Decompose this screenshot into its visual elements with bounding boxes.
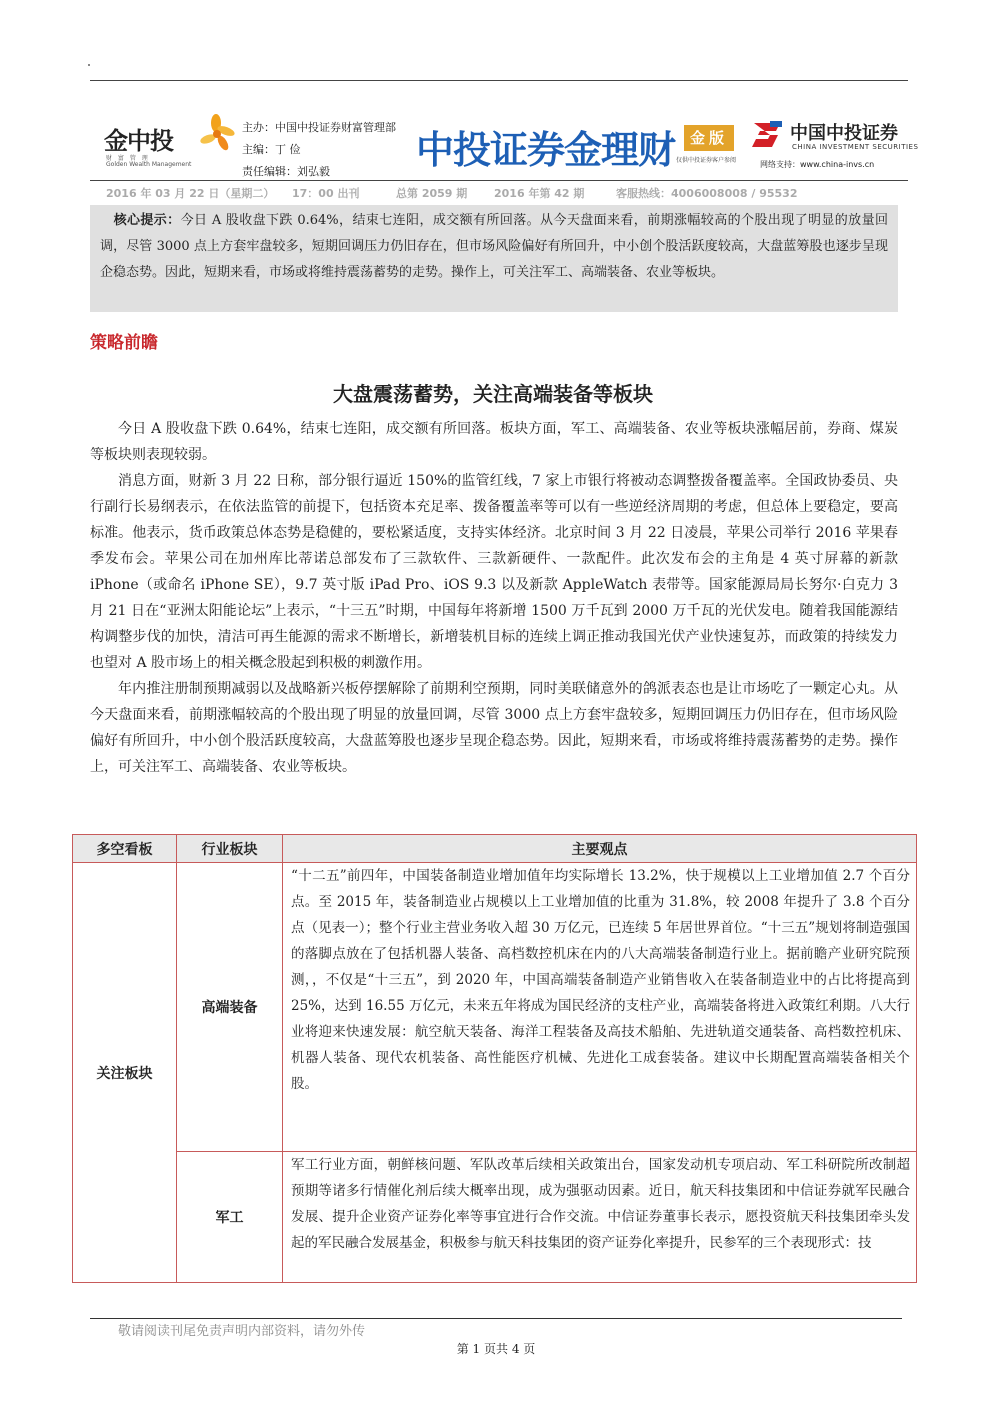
logo-subtitle-en: Golden Wealth Management — [106, 161, 192, 168]
scan-dot — [88, 64, 90, 66]
edition-subtitle: 仅供中投证券客户参阅 — [676, 157, 737, 164]
summary-label: 核心提示： — [113, 213, 181, 228]
article-body — [90, 416, 898, 780]
table-header-row — [73, 835, 917, 863]
logo-subtitle-cn: 财 富 管 理 — [106, 155, 150, 162]
responsible-editor-line: 责任编辑：刘弘毅 — [242, 165, 330, 178]
masthead — [90, 80, 919, 181]
section-label: 策略前瞻 — [90, 333, 158, 353]
issue-date: 2016 年 03 月 22 日（星期二） — [106, 187, 275, 200]
sponsor-line: 主办：中国中投证券财富管理部 — [242, 121, 396, 134]
article-paragraph-1: 今日 A 股收盘下跌 0.64%，结束七连阳，成交额有所回落。板块方面，军工、高端装备、农业等板块涨幅居前，券商、煤炭等板块则表现较弱。 — [90, 421, 898, 463]
company-name-en: CHINA INVESTMENT SECURITIES — [792, 143, 919, 151]
flower-icon — [196, 113, 236, 153]
group-label: 关注板块 — [73, 863, 177, 1283]
cis-logo-icon — [750, 119, 786, 149]
edition-badge: 金版 — [684, 125, 734, 151]
header-view: 主要观点 — [283, 835, 917, 863]
total-issue: 总第 2059 期 — [396, 187, 468, 200]
issue-info-bar — [90, 180, 908, 203]
company-name-cn: 中国中投证券 — [790, 123, 898, 144]
header-outlook: 多空看板 — [73, 835, 177, 863]
editor-line: 主编：丁 俭 — [242, 143, 301, 156]
footer-divider — [90, 1318, 902, 1319]
golden-wealth-logo — [104, 113, 234, 173]
summary-text: 今日 A 股收盘下跌 0.64%，结束七连阳，成交额有所回落。从今天盘面来看，前期涨幅较高的个股出现了明显的放量回调，尽管 3000 点上方套牢盘较多，短期回调压力仍旧存在，但市场风险偏好有所回升，中小创个股活跃度较高，大盘蓝筹股也逐步呈现企稳态势。因此，短期来看，市场或将维持震荡蓄势的走势。操作上，可关注军工、高端装备、农业等板块。 — [100, 213, 888, 280]
sector-view: 军工行业方面，朝鲜核问题、军队改革后续相关政策出台，国家发动机专项启动、军工科研院所改制超预期等诸多行情催化剂后续大概率出现，成为强驱动因素。近日，航天科技集团和中信证券就军民融合发展、提升企业资产证券化率等事宜进行合作交流。中信证券董事长表示，愿投资航天科技集团牵头发起的军民融合发展基金，积极参与航天科技集团的资产证券化率提升，民参军的三个表现形式：技 — [283, 1152, 917, 1283]
page-number: 第 1 页共 4 页 — [456, 1342, 536, 1356]
article-title: 大盘震荡蓄势，关注高端装备等板块 — [333, 382, 653, 406]
article-paragraph-2: 消息方面，财新 3 月 22 日称，部分银行逼近 150%的监管红线，7 家上市银行将被动态调整拨备覆盖率。全国政协委员、央行副行长易纲表示，在依法监管的前提下，包括资本充足率、拨备覆盖率等可以有一些逆经济周期的考虑，但总体上要稳定，要高标准。他表示，货币政策总体态势是稳健的，要松紧适度，支持实体经济。北京时间 3 月 22 日凌晨，苹果公司举行 2016 苹果春季发布会。苹果公司在加州库比蒂诺总部发布了三款软件、三款新硬件、一款配件。此次发布会的主角是 4 英寸屏幕的新款 iPhone（或命名 iPhone SE），9.7 英寸版 iPad Pro、iOS 9.3 以及新款 AppleWatch 表带等。国家能源局局长努尔·白克力 3 月 21 日在“亚洲太阳能论坛”上表示，“十三五”时期，中国每年将新增 1500 万千瓦到 2000 万千瓦的光伏发电。随着我国能源结构调整步伐的加快，清洁可再生能源的需求不断增长，新增装机目标的连续上调正推动我国光伏产业快速复苏，而政策的持续发力也望对 A 股市场上的相关概念股起到积极的刺激作用。 — [90, 473, 898, 671]
article-paragraph-3: 年内推注册制预期减弱以及战略新兴板停摆解除了前期利空预期，同时美联储意外的鸽派表态也是让市场吃了一颗定心丸。从今天盘面来看，前期涨幅较高的个股出现了明显的放量回调，尽管 3000 点上方套牢盘较多，短期回调压力仍旧存在，但市场风险偏好有所回升，中小创个股活跃度较高，大盘蓝筹股也逐步呈现企稳态势。因此，短期来看，市场或将维持震荡蓄势的走势。操作上，可关注军工、高端装备、农业等板块。 — [90, 681, 898, 775]
website-line: 网络支持：www.china-invs.cn — [760, 160, 875, 169]
hotline: 客服热线：4006008008 / 95532 — [616, 187, 798, 200]
issue-time: 17：00 出刊 — [292, 187, 360, 200]
footer-disclaimer: 敬请阅读刊尾免责声明内部资料，请勿外传 — [118, 1324, 366, 1339]
sector-name: 军工 — [177, 1152, 283, 1283]
core-summary — [90, 205, 898, 312]
table-row — [73, 863, 917, 1152]
publication-title: 中投证券金理财 — [416, 128, 676, 172]
sector-name: 高端装备 — [177, 863, 283, 1152]
year-issue: 2016 年第 42 期 — [494, 187, 585, 200]
header-sector: 行业板块 — [177, 835, 283, 863]
table-row — [73, 1152, 917, 1283]
sector-table — [72, 834, 917, 1283]
sector-view: “十二五”前四年，中国装备制造业增加值年均实际增长 13.2%，快于规模以上工业增加值 2.7 个百分点。至 2015 年，装备制造业占规模以上工业增加值的比重为 31.8%，较 2008 年提升了 3.8 个百分点（见表一）；整个行业主营业务收入超 30 万亿元，已连续 5 年居世界首位。“十三五”规划将制造强国的落脚点放在了包括机器人装备、高档数控机床在内的八大高端装备制造行业上。据前瞻产业研究院预测，，不仅是“十三五”，到 2020 年，中国高端装备制造产业销售收入在装备制造业中的占比将提高到 25%，达到 16.55 万亿元，未来五年将成为国民经济的支柱产业，高端装备将进入政策红利期。八大行业将迎来快速发展：航空航天装备、海洋工程装备及高技术船舶、先进轨道交通装备、高档数控机床、机器人装备、现代农机装备、高性能医疗机械、先进化工成套装备。建议中长期配置高端装备相关个股。 — [283, 863, 917, 1152]
logo-text: 金中投 — [104, 127, 173, 155]
